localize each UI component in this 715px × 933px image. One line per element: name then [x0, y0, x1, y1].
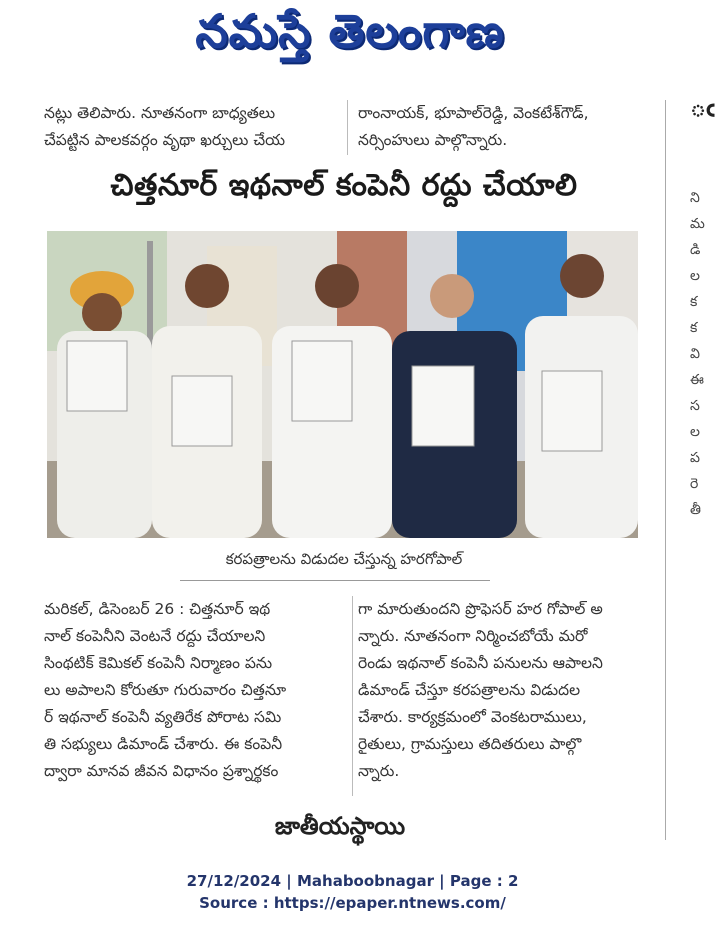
page-footer: [0, 870, 705, 914]
article-body-right: [358, 596, 648, 785]
column-divider: [352, 596, 353, 796]
column-divider: [347, 100, 348, 155]
article-body-left: [44, 596, 349, 785]
newspaper-logo: నమస్తే తెలంగాణ: [195, 4, 505, 58]
text-line: చేశారు. కార్యక్రమంలో వెంకటరాములు,: [358, 708, 587, 726]
text-line: రాంనాయక్, భూపాల్‌రెడ్డి, వెంకటేశ్‌గౌడ్,: [358, 104, 589, 122]
text-line: రెండు ఇథనాల్ కంపెనీ పనులను ఆపాలని: [358, 654, 603, 672]
text-line: నాల్ కంపెనీని వెంటనే రద్దు చేయాలని: [44, 627, 266, 645]
text-line: తి సభ్యులు డిమాండ్ చేశారు. ఈ కంపెనీ: [44, 735, 283, 753]
adjacent-column-char: ప: [690, 450, 700, 466]
text-line: ర్ ఇథనాల్ కంపెనీ వ్యతిరేక పోరాట సమి: [44, 708, 282, 726]
adjacent-column-char: ని: [690, 190, 700, 206]
adjacent-column-char: రె: [690, 476, 699, 492]
adjacent-column-char: స: [690, 398, 700, 414]
next-article-subhead: జాతీయస్థాయి: [274, 812, 406, 840]
adjacent-column-char: మ: [690, 216, 705, 232]
text-line: రైతులు, గ్రామస్తులు తదితరులు పాల్గొ: [358, 735, 582, 753]
photo-illustration: [47, 231, 638, 538]
top-fragment-left: [44, 100, 334, 154]
article-photo: [47, 231, 638, 538]
text-line: లు అపాలని కోరుతూ గురువారం చిత్తనూ: [44, 681, 287, 699]
adjacent-column-char: క: [690, 294, 698, 310]
adjacent-column-char: క: [690, 320, 698, 336]
caption-rule: [180, 580, 490, 581]
article-headline: చిత్తనూర్ ఇథనాల్ కంపెనీ రద్దు చేయాలి: [110, 168, 578, 203]
adjacent-column-char: డి: [690, 242, 701, 258]
text-line: న్నారు. నూతనంగా నిర్మించబోయే మరో: [358, 627, 588, 645]
adjacent-column-char: వి: [690, 346, 700, 362]
masthead: [0, 0, 705, 80]
text-line: చేపట్టిన పాలకవర్గం వృథా ఖర్చులు చేయ: [44, 131, 286, 149]
top-fragment-right: [358, 100, 648, 154]
text-line: గా మారుతుందని ప్రొఫెసర్ హర గోపాల్ అ: [358, 600, 603, 618]
footer-source-link[interactable]: Source : https://epaper.ntnews.com/: [199, 894, 506, 912]
adjacent-column: [665, 100, 705, 840]
text-line: సింథటిక్ కెమికల్ కంపెనీ నిర్మాణం పను: [44, 654, 273, 672]
text-line: నర్సింహులు పాల్గొన్నారు.: [358, 131, 508, 149]
footer-date-edition: 27/12/2024 | Mahaboobnagar | Page : 2: [186, 872, 519, 890]
text-line: న్నారు.: [358, 762, 400, 780]
text-line: మరికల్, డిసెంబర్ 26 : చిత్తనూర్ ఇథ: [44, 600, 271, 618]
text-line: డిమాండ్ చేస్తూ కరపత్రాలను విడుదల: [358, 681, 581, 699]
photo-caption: కరపత్రాలను విడుదల చేస్తున్న హరగోపాల్: [225, 550, 463, 568]
text-line: ద్వారా మానవ జీవన విధానం ప్రశ్నార్థకం: [44, 762, 279, 780]
adjacent-column-char: ల: [690, 268, 700, 284]
text-line: నట్లు తెలిపారు. నూతనంగా బాధ్యతలు: [44, 104, 276, 122]
adjacent-column-char: ల: [690, 424, 700, 440]
adjacent-column-char: ఈ: [690, 372, 704, 388]
adjacent-column-char: తీ: [690, 502, 701, 518]
adjacent-column-top: ఁ: [690, 90, 715, 123]
